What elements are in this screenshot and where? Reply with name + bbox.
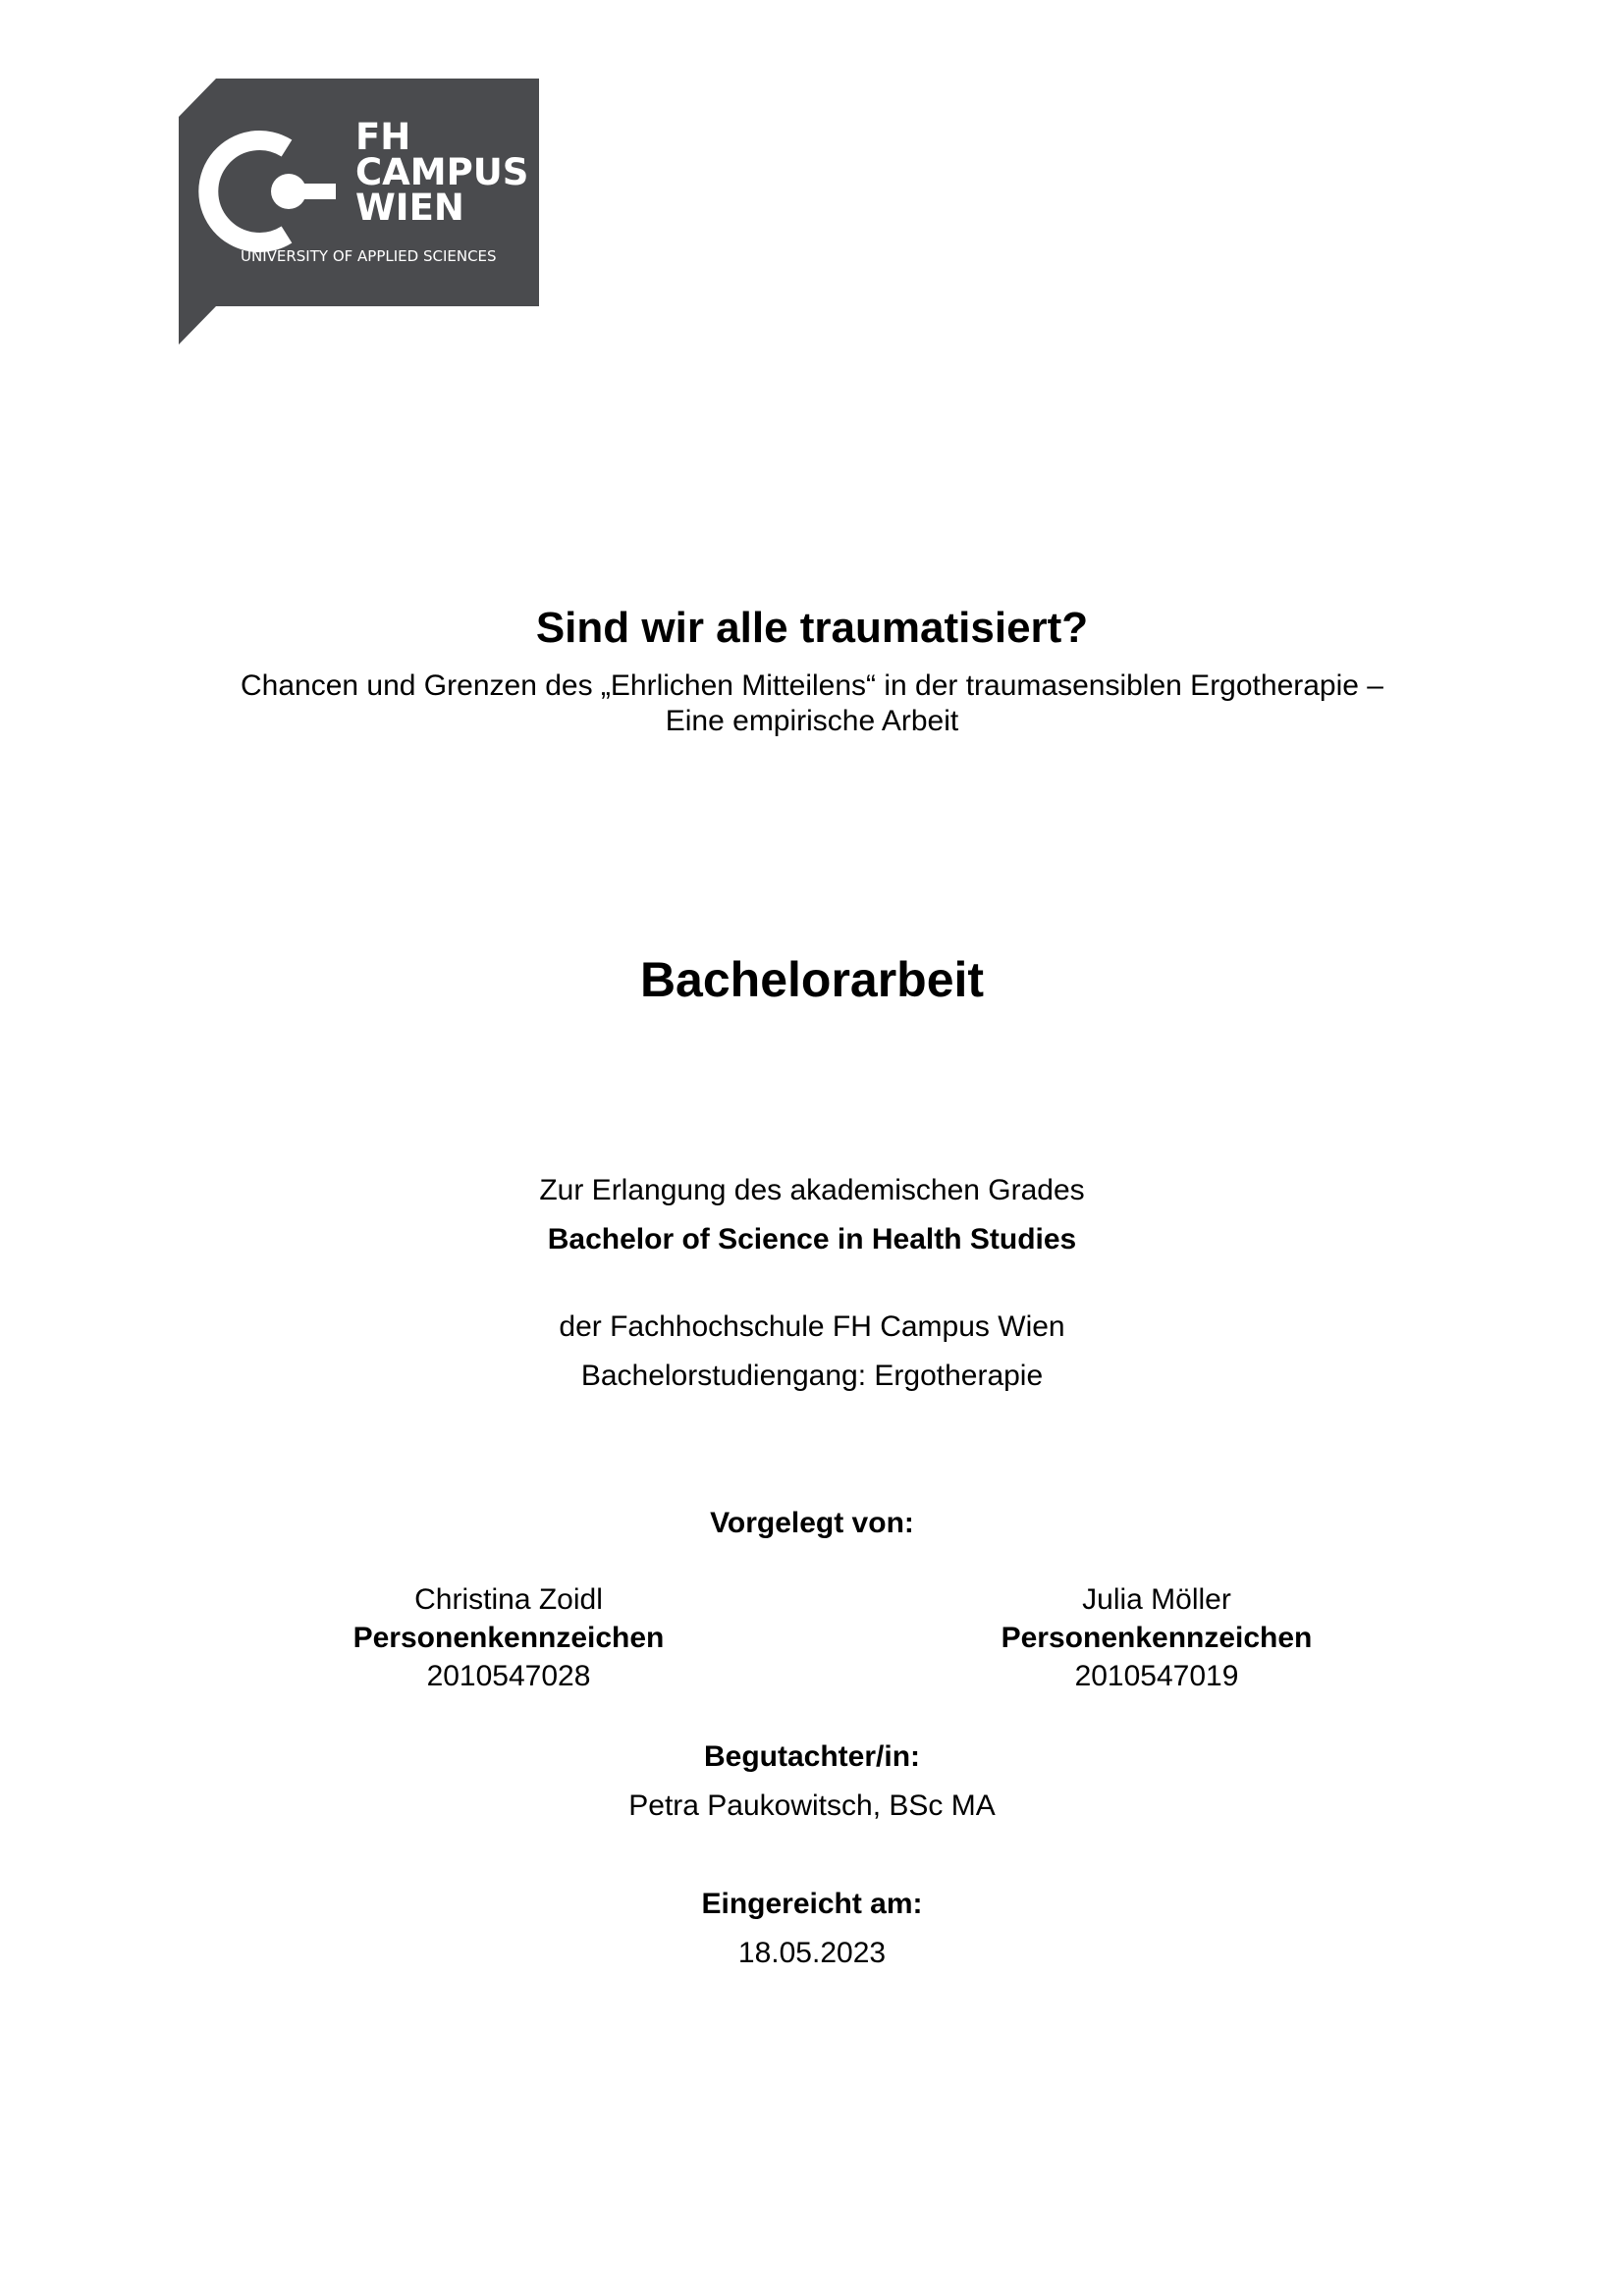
submitted-on-label: Eingereicht am: (701, 1888, 923, 1920)
reviewer-name: Petra Paukowitsch, BSc MA (628, 1789, 996, 1822)
document-type: Bachelorarbeit (639, 952, 985, 1007)
institution-name: der Fachhochschule FH Campus Wien (559, 1310, 1065, 1343)
author-block-1 (263, 1580, 754, 1695)
fh-campus-wien-logo (179, 79, 539, 345)
subtitle-line-2: Eine empirische Arbeit (665, 705, 959, 737)
logo-line-2: CAMPUS (355, 151, 529, 193)
submission-date: 18.05.2023 (737, 1937, 887, 1969)
thesis-title: Sind wir alle traumatisiert? (535, 604, 1089, 652)
subtitle-line-1: Chancen und Grenzen des „Ehrlichen Mitteilens“ in der traumasensiblen Ergotherapie – (241, 669, 1383, 702)
author-id: 2010547028 (426, 1660, 591, 1692)
author-name: Christina Zoidl (414, 1583, 603, 1616)
reviewer-label: Begutachter/in: (703, 1740, 921, 1773)
study-program: Bachelorstudiengang: Ergotherapie (580, 1360, 1044, 1392)
degree-name: Bachelor of Science in Health Studies (547, 1223, 1077, 1255)
submitted-by-label: Vorgelegt von: (710, 1507, 914, 1539)
logo-wordmark (355, 116, 529, 229)
thesis-subtitle (0, 668, 1624, 739)
logo-line-3: WIEN (355, 187, 464, 229)
author-id-label: Personenkennzeichen (352, 1622, 665, 1654)
author-block-2 (911, 1580, 1402, 1695)
author-id: 2010547019 (1074, 1660, 1239, 1692)
logo-line-1: FH (355, 116, 411, 158)
author-name: Julia Möller (1082, 1583, 1231, 1616)
author-id-label: Personenkennzeichen (1001, 1622, 1313, 1654)
degree-intro: Zur Erlangung des akademischen Grades (539, 1174, 1085, 1206)
logo-subline: UNIVERSITY OF APPLIED SCIENCES (241, 247, 497, 265)
